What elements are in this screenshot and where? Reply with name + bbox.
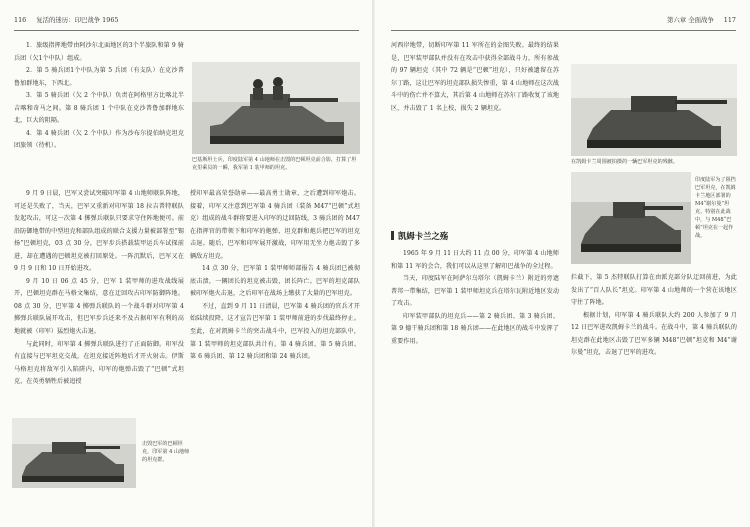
list-item: 1．旅级指挥地带由阿沙尔北面地区的3个半旅队和第 9 骑兵团（欠1个中队）组成。 xyxy=(14,42,184,62)
left-page-header xyxy=(14,15,359,31)
mid-column-text xyxy=(190,188,360,364)
header-rule xyxy=(14,30,359,31)
paragraph: 9 月 9 日晨，巴军又尝试突破印军第 4 山地师联队阵地，可还是失败了，当天，巴军又重新对印军第 18 拉吉普特联队发起攻击，可这一次第 4 掷弹兵联队只要求守住阵地便可。前沿防御地带的中型坦克和部队组成的联合支援力量被部署至“锡扬”巴顿坦克，03 点 30 分，巴军步兵搭载装甲运兵车试探前进，却在遭遇的巴顿坦克被打回原处。一阵沉默后，巴军又在 9 月 9 日和 10 日开始进攻。 xyxy=(14,190,184,273)
photo-caption: 在凯姆卡兰周围被拍摄的一辆巴军坦克的残骸。 xyxy=(571,159,678,165)
section-marker xyxy=(391,231,394,240)
photo-tank-wreck xyxy=(571,64,737,156)
photo-caption: 击毁巴军的巴顿坦克，印军第 4 山地师的坦克群。 xyxy=(142,441,190,463)
photo-caption: 巴基斯坦士兵，印度陆军第 4 山地师在击毁的巴顿坦克前合影，打算了坦克里乘员的一瞬，我军第 1 装甲师的坦克。 xyxy=(192,157,357,171)
header-rule xyxy=(391,30,736,31)
paragraph: 1965 年 9 月 11 日大约 11 点 00 分，印军第 4 山地师和第 11 军的会合，我们可以从这里了解印巴战争的全过程。 xyxy=(391,250,559,270)
page-number: 116 xyxy=(14,16,27,24)
section-text xyxy=(391,248,559,348)
right-page-header xyxy=(391,15,736,31)
page-number: 117 xyxy=(723,16,736,24)
right-column-text xyxy=(571,272,737,360)
paragraph: 河西岸地带，切断印军第 11 军所在的金图失败。最终的结果是，巴军装甲部队并没有在攻击中获得全部战斗力，所有参战的 97 辆坦克（其中 72 辆是“巴顿”坦克），只好被遗留在苏尔丁路，这让巴军的坦克部队损失惨重，第 4 山地师在这次战斗中的伤亡并不算大，其后第 4 山地师在苏尔丁路收复了该地区，并击毁了 1 名上校，损失 2 辆坦克。 xyxy=(391,42,559,112)
paragraph: 9 月 10 日 06 点 45 分，巴军 1 装甲师的进攻战线展开，巴顿坦克群在马格文集结，意在迂回攻占印军防御阵地。08 点 30 分，巴军第 4 掷弹兵联队的一个战斗群对印军第 4 掷弹兵联队展开攻击，但巴军步兵还来不及占据印军有利的高地就被（印军）猛烈炮火击退。 xyxy=(14,277,184,336)
left-column-text xyxy=(14,188,184,389)
paragraph: 根据计划，印军第 4 骑兵联队大约 200 人参加了 9 月 12 日巴军进攻凯姆卡兰的战斗。在战斗中，第 4 骑兵联队的坦克群在此地区击毁了巴军多辆 M48“巴顿”坦克和 M4“谢尔曼”坦克，击退了巴军的进攻。 xyxy=(571,311,737,357)
photo-soldiers-on-tank xyxy=(192,62,360,154)
paragraph: 与此同时，印军第 4 掷弹兵联队进行了正面防御。印军没有直接与巴军坦克交战，在坦克接近阵地后才开火射击。伊斯马格坦克将敌军引入陷阱内，印军的炮弹击毁了“巴顿”式坦克，在英勇牺牲后被追授 xyxy=(14,340,184,386)
paragraph: 当天，印度陆军在阿萨尔乌塔尔（凯姆卡兰）附近的旁遮普邦一带集结，巴军第 1 装甲师坦克兵在塔尔瓦附近地区发动了攻击。 xyxy=(391,275,559,308)
photo-sherman-tank xyxy=(571,172,691,264)
list-item: 3．第 5 骑兵团（欠 2 个中队）负责在阿格里方比喀北半吉喀和奇马之间。第 8 骑兵团 1 个中队在克沙普鲁加群地东北，巨大的阻隔。 xyxy=(14,92,184,125)
paragraph: 拦截下，第 5 杰特联队打算在由派克部分队迂回前进，为此发出了“百人队长”坦克。印军第 4 山地师的一个营在该地区守住了阵地。 xyxy=(571,274,737,307)
list-item: 4．第 4 骑兵团（欠 2 个中队）作为沙布尔提伯纳克坦克团旅领（待机）。 xyxy=(14,129,184,150)
paragraph: 印军装甲部队的坦克兵——第 2 骑兵团、第 3 骑兵团、第 9 德干骑兵团和第 18 骑兵团——在此地区的战斗中发挥了重要作用。 xyxy=(391,312,559,345)
paragraph: 不过，直到 9 月 11 日清晨，巴军第 4 骑兵团的官兵才开始陆续投降，这才宣告巴军第 1 装甲师前进的步伐最终停止。至此，在对凯姆卡兰的突击战斗中，巴军投入的坦克部队中，第 1 装甲师的坦克部队共计有，第 4 骑兵团、第 5 骑兵团、第 6 骑兵团、第 12 骑兵团和第 24 骑兵团。 xyxy=(190,302,360,361)
right-page xyxy=(375,0,750,527)
photo-destroyed-tank xyxy=(12,418,136,488)
running-title: 复活的迷历：印巴战争 1965 xyxy=(36,16,119,24)
list-item: 2．第 5 骑兵团1个中队为第 5 兵团（有支队）在克沙普鲁加群地东，下西北。 xyxy=(14,67,184,87)
photo-caption: 印度陆军为了阻挡巴军坦克，在凯姆卡兰地区部署的 M4“谢尔曼”坦克，特别在此战中，与 M48“巴顿”坦克在一起作战。 xyxy=(695,177,736,239)
running-title: 第六章 全面战争 xyxy=(666,16,714,24)
section-title xyxy=(391,230,448,242)
list-block xyxy=(14,40,184,153)
section-title-text: 凯姆卡兰之殇 xyxy=(398,231,449,241)
paragraph: 14 点 30 分，巴军第 1 装甲师师部报告 4 骑兵团已被彻底击溃，一辆团长的坦克被击毁，团长阵亡。巴军的坦克部队被印军炮火击退，之后印军在战场上缴获了大量的巴军坦克。 xyxy=(190,265,360,298)
paragraph: 授印军最高荣誉勋章——最高勇士勋章，之后遭到印军炮击。接着，印军又注意到巴军第 4 骑兵团（装备 M47“巴顿”式坦克）组成的战斗群将要进入印军的迂回防线，3 骑兵团的 M47 在指挥官的带领下和印军的炮弹、坦克群和炮兵把巴军的坦克击退。随后，巴军和印军展开激战，印军用无坐力炮击毁了多辆敌方坦克。 xyxy=(190,190,360,260)
intro-text xyxy=(391,40,559,115)
